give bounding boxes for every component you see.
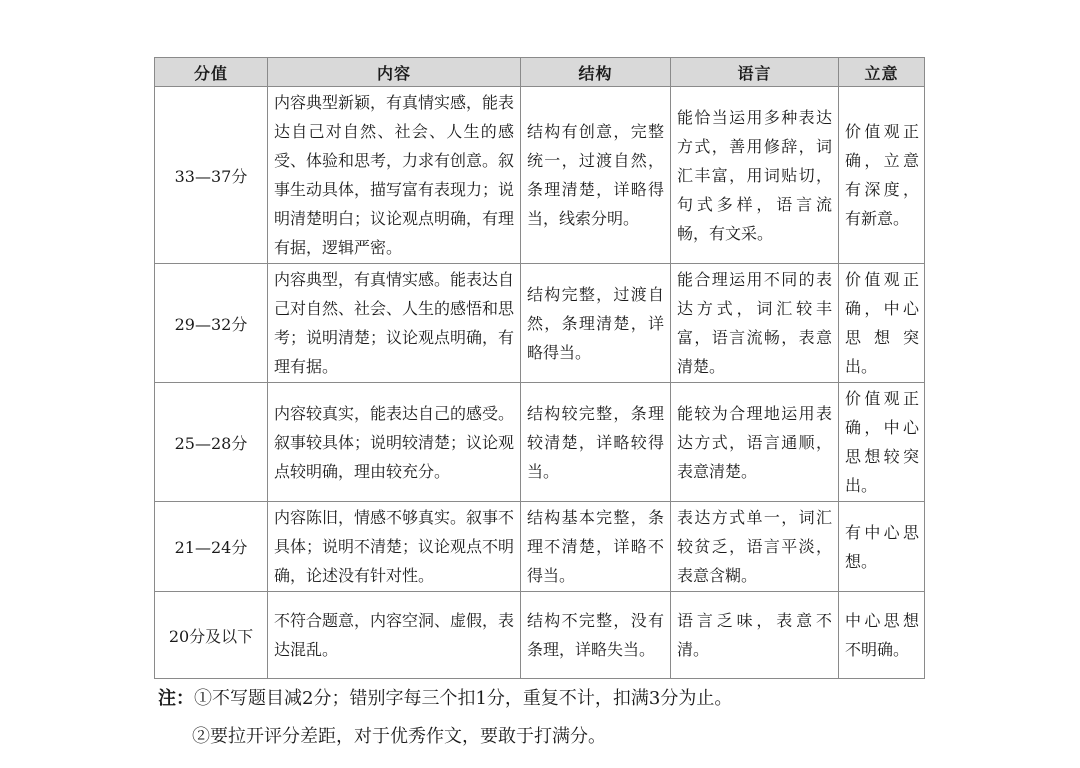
intent-cell: 价值观正确，中心思想较突出。	[839, 383, 925, 502]
table-row	[155, 264, 925, 383]
table-row	[155, 502, 925, 592]
intent-cell: 价值观正确，中心思想突出。	[839, 264, 925, 383]
score-cell: 29—32分	[155, 264, 268, 383]
intent-cell: 中心思想不明确。	[839, 592, 925, 679]
language-cell: 能恰当运用多种表达方式，善用修辞，词汇丰富，用词贴切，句式多样，语言流畅，有文采。	[671, 87, 839, 264]
language-cell: 语言乏味，表意不清。	[671, 592, 839, 679]
structure-cell: 结构基本完整，条理不清楚，详略不得当。	[521, 502, 671, 592]
scoring-rubric-table	[154, 57, 925, 679]
score-cell: 20分及以下	[155, 592, 268, 679]
language-cell: 能合理运用不同的表达方式，词汇较丰富，语言流畅，表意清楚。	[671, 264, 839, 383]
note-1-text: ①不写题目减2分；错别字每三个扣1分，重复不计，扣满3分为止。	[194, 688, 733, 709]
table-header-row	[155, 58, 925, 87]
content-cell: 不符合题意，内容空洞、虚假，表达混乱。	[268, 592, 521, 679]
intent-cell: 有中心思想。	[839, 502, 925, 592]
score-cell: 25—28分	[155, 383, 268, 502]
language-cell: 表达方式单一，词汇较贫乏，语言平淡，表意含糊。	[671, 502, 839, 592]
score-cell: 33—37分	[155, 87, 268, 264]
structure-cell: 结构完整，过渡自然，条理清楚，详略得当。	[521, 264, 671, 383]
header-content: 内容	[268, 58, 521, 87]
content-cell: 内容陈旧，情感不够真实。叙事不具体；说明不清楚；议论观点不明确，论述没有针对性。	[268, 502, 521, 592]
table-row	[155, 592, 925, 679]
language-cell: 能较为合理地运用表达方式，语言通顺，表意清楚。	[671, 383, 839, 502]
header-language: 语言	[671, 58, 839, 87]
header-intent: 立意	[839, 58, 925, 87]
table-row	[155, 383, 925, 502]
content-cell: 内容较真实，能表达自己的感受。叙事较具体；说明较清楚；议论观点较明确，理由较充分。	[268, 383, 521, 502]
notes-section	[158, 680, 1058, 756]
notes-label: 注：	[158, 688, 194, 709]
header-score: 分值	[155, 58, 268, 87]
note-line-1	[158, 680, 1058, 718]
structure-cell: 结构有创意，完整统一，过渡自然，条理清楚，详略得当，线索分明。	[521, 87, 671, 264]
structure-cell: 结构不完整，没有条理，详略失当。	[521, 592, 671, 679]
structure-cell: 结构较完整，条理较清楚，详略较得当。	[521, 383, 671, 502]
table-row	[155, 87, 925, 264]
header-structure: 结构	[521, 58, 671, 87]
intent-cell: 价值观正确，立意有深度，有新意。	[839, 87, 925, 264]
content-cell: 内容典型，有真情实感。能表达自己对自然、社会、人生的感悟和思考；说明清楚；议论观点明确，有理有据。	[268, 264, 521, 383]
content-cell: 内容典型新颖，有真情实感，能表达自己对自然、社会、人生的感受、体验和思考，力求有创意。叙事生动具体，描写富有表现力；说明清楚明白；议论观点明确，有理有据，逻辑严密。	[268, 87, 521, 264]
note-line-2: ②要拉开评分差距，对于优秀作文，要敢于打满分。	[192, 726, 606, 747]
score-cell: 21—24分	[155, 502, 268, 592]
